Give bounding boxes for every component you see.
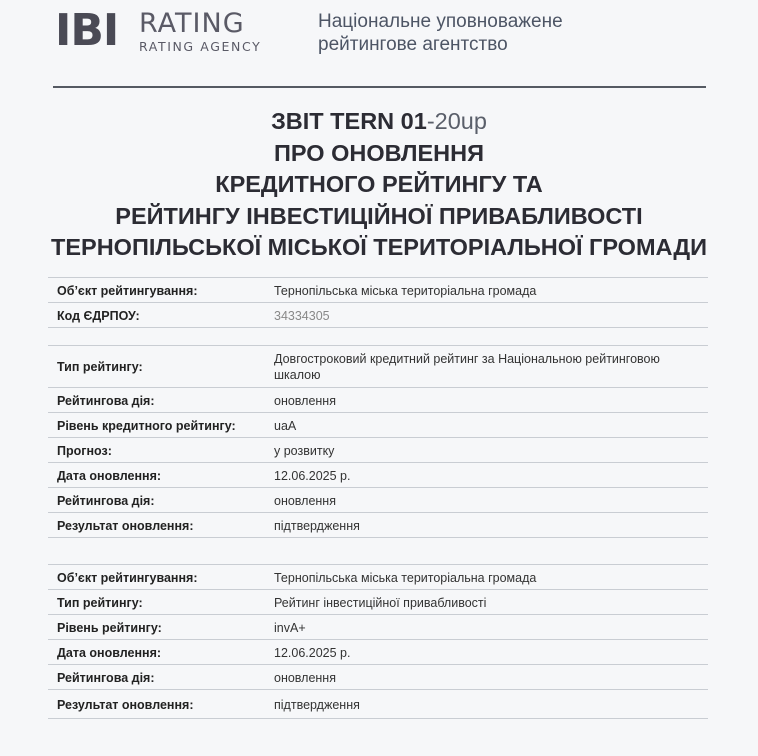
logo-agency-word: RATING AGENCY <box>139 39 262 54</box>
row-value: 12.06.2025 р. <box>274 645 351 660</box>
row-value: оновлення <box>274 670 336 685</box>
table-row <box>48 564 708 590</box>
row-value: підтвердження <box>274 697 360 712</box>
row-value: Тернопільська міська територіальна громада <box>274 570 537 585</box>
row-value: оновлення <box>274 393 336 408</box>
report-code <box>0 106 758 138</box>
agency-tagline <box>318 10 563 56</box>
table-row <box>48 664 708 690</box>
table-row <box>48 302 708 328</box>
table-row <box>48 589 708 615</box>
title-line-4: РЕЙТИНГУ ІНВЕСТИЦІЙНОЇ ПРИВАБЛИВОСТІ <box>115 202 643 229</box>
row-label: Рейтингова дія: <box>57 670 155 685</box>
row-value: invA+ <box>274 620 306 635</box>
table-row <box>48 487 708 513</box>
section-divider <box>48 327 708 328</box>
section-divider <box>48 537 708 538</box>
table-row <box>48 345 708 388</box>
row-label: Рівень рейтингу: <box>57 620 162 635</box>
row-label: Об’єкт рейтингування: <box>57 570 198 585</box>
row-value: у розвитку <box>274 443 335 458</box>
row-value: uaA <box>274 418 297 433</box>
row-value: Рейтинг інвестиційної привабливості <box>274 595 487 610</box>
table-row <box>48 462 708 488</box>
report-code-suffix: -20up <box>426 108 487 134</box>
header-divider <box>53 86 706 88</box>
tagline-line-1: Національне уповноважене <box>318 11 563 32</box>
row-label: Рівень кредитного рейтингу: <box>57 418 236 433</box>
row-label: Код ЄДРПОУ: <box>57 308 140 323</box>
row-label: Тип рейтингу: <box>57 360 143 374</box>
row-value: 12.06.2025 р. <box>274 468 351 483</box>
table-row <box>48 614 708 640</box>
table-row <box>48 512 708 538</box>
table-row <box>48 387 708 413</box>
row-label: Прогноз: <box>57 443 112 458</box>
row-label: Об’єкт рейтингування: <box>57 283 198 298</box>
row-label: Тип рейтингу: <box>57 595 143 610</box>
logo-mark: IBI <box>55 5 119 56</box>
logo-rating-word: RATING <box>139 8 245 39</box>
row-value: Тернопільська міська територіальна громада <box>274 283 537 298</box>
section-divider <box>48 718 708 719</box>
row-label: Результат оновлення: <box>57 518 194 533</box>
table-row <box>48 277 708 303</box>
title-line-5: ТЕРНОПІЛЬСЬКОЇ МІСЬКОЇ ТЕРИТОРІАЛЬНОЇ ГРОМАДИ <box>50 234 708 260</box>
tagline-line-2: рейтингове агентство <box>318 34 508 55</box>
table-row <box>48 437 708 463</box>
row-value: підтвердження <box>274 518 360 533</box>
table-row <box>48 412 708 438</box>
title-line-3: КРЕДИТНОГО РЕЙТИНГУ ТА <box>215 171 543 197</box>
row-value: 34334305 <box>274 308 330 323</box>
row-label: Дата оновлення: <box>57 468 162 483</box>
row-label: Рейтингова дія: <box>57 493 155 508</box>
row-label: Дата оновлення: <box>57 645 162 660</box>
title-line-2: ПРО ОНОВЛЕННЯ <box>274 139 484 166</box>
report-title <box>0 106 758 264</box>
table-row <box>48 639 708 665</box>
report-code-bold: ЗВІТ TERN 01 <box>271 108 427 134</box>
table-row <box>48 689 708 719</box>
row-label: Рейтингова дія: <box>57 393 155 408</box>
row-value: оновлення <box>274 493 336 508</box>
row-label: Результат оновлення: <box>57 697 194 712</box>
row-value: Довгостроковий кредитний рейтинг за Національною рейтинговою шкалою <box>274 352 660 382</box>
